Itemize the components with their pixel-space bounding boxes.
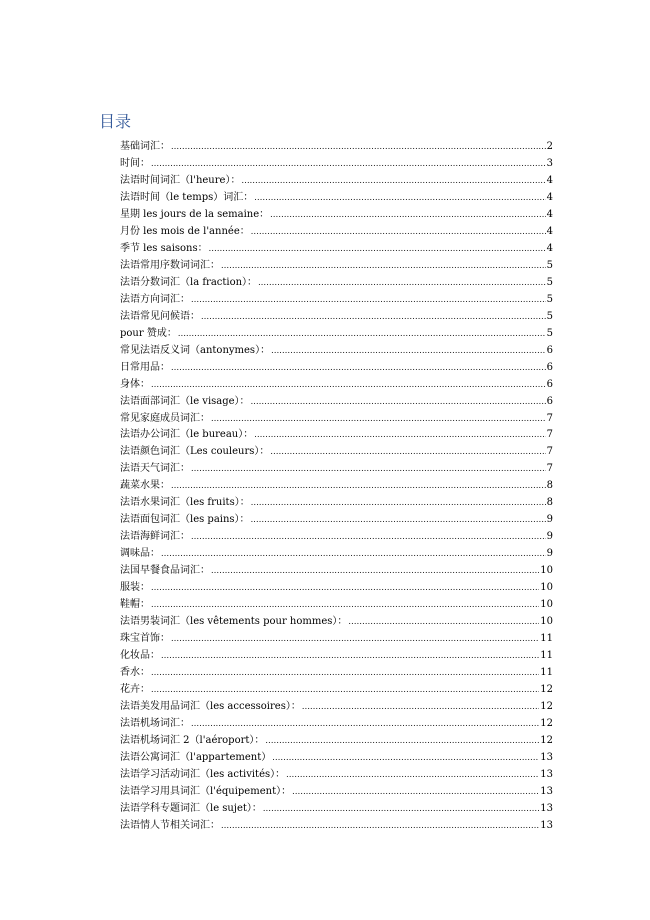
toc-entry[interactable] (120, 275, 553, 292)
toc-entry[interactable] (120, 444, 553, 461)
toc-page-number: 6 (546, 344, 553, 356)
toc-entry-title: 法语学习活动词汇（les activités）： (120, 768, 286, 780)
toc-entry[interactable] (120, 733, 553, 750)
toc-entry[interactable] (120, 394, 553, 411)
toc-page-number: 6 (546, 395, 553, 407)
toc-dot-leader (251, 512, 546, 528)
toc-entry[interactable] (120, 597, 553, 614)
toc-entry[interactable] (120, 427, 553, 444)
toc-dot-leader (151, 665, 539, 681)
toc-entry-title: 法语男装词汇（les vêtements pour hommes）： (120, 616, 348, 628)
toc-entry[interactable] (120, 139, 553, 156)
toc-page-number: 4 (546, 174, 553, 186)
toc-page-number: 4 (546, 191, 553, 203)
toc-dot-leader (191, 716, 539, 732)
toc-entry-title: 法语机场词汇： (120, 717, 190, 729)
toc-entry-title: 法语颜色词汇（Les couleurs）： (120, 446, 270, 458)
toc-page-number: 11 (540, 667, 553, 679)
toc-dot-leader (209, 241, 546, 257)
toc-page-number: 9 (546, 514, 553, 526)
toc-page-number: 4 (546, 225, 553, 237)
toc-entry-title: 服装： (120, 582, 150, 594)
toc-page-number: 5 (546, 327, 553, 339)
toc-page-number: 4 (546, 242, 553, 254)
toc-entry[interactable] (120, 818, 553, 835)
toc-dot-leader (201, 309, 546, 325)
toc-entry[interactable] (120, 224, 553, 241)
toc-page-number: 7 (546, 446, 553, 458)
toc-dot-leader (254, 427, 545, 443)
toc-dot-leader (302, 699, 539, 715)
toc-dot-leader (171, 631, 539, 647)
toc-dot-leader (270, 444, 545, 460)
toc-page-number: 5 (546, 276, 553, 288)
toc-dot-leader (151, 597, 539, 613)
toc-page-number: 13 (540, 768, 553, 780)
toc-page-number: 11 (540, 633, 553, 645)
toc-entry-title: 法语天气词汇： (120, 463, 190, 475)
toc-dot-leader (211, 563, 539, 579)
toc-page-number: 8 (546, 480, 553, 492)
toc-page-number: 12 (540, 700, 553, 712)
toc-entry[interactable] (120, 241, 553, 258)
toc-entry-title: 法语公寓词汇（l'appartement） (120, 751, 272, 763)
toc-dot-leader (221, 258, 546, 274)
toc-entry-title: 法语情人节相关词汇： (120, 819, 220, 831)
toc-entry-title: 香水： (120, 667, 150, 679)
toc-dot-leader (171, 139, 546, 155)
toc-page-number: 7 (546, 412, 553, 424)
toc-dot-leader (286, 767, 539, 783)
toc-dot-leader (151, 156, 546, 172)
toc-entry[interactable] (120, 631, 553, 648)
toc-entry-title: 身体： (120, 378, 150, 390)
toc-entry[interactable] (120, 258, 553, 275)
toc-page-number: 7 (546, 429, 553, 441)
toc-dot-leader (292, 784, 539, 800)
toc-entry[interactable] (120, 665, 553, 682)
toc-dot-leader (211, 411, 546, 427)
toc-page-number: 5 (546, 259, 553, 271)
toc-dot-leader (270, 207, 545, 223)
toc-dot-leader (272, 750, 539, 766)
toc-dot-leader (241, 173, 545, 189)
toc-entry-title: pour 赞成： (120, 327, 177, 339)
toc-entry-title: 日常用品： (120, 361, 170, 373)
toc-page-number: 7 (546, 463, 553, 475)
toc-entry[interactable] (120, 699, 553, 716)
toc-entry[interactable] (120, 784, 553, 801)
toc-entry[interactable] (120, 495, 553, 512)
toc-entry[interactable] (120, 326, 553, 343)
toc-page-number: 5 (546, 310, 553, 322)
toc-dot-leader (171, 478, 546, 494)
toc-entry[interactable] (120, 529, 553, 546)
toc-entry-title: 法国早餐食品词汇： (120, 565, 210, 577)
toc-dot-leader (171, 360, 546, 376)
toc-entry-title: 季节 les saisons： (120, 242, 208, 254)
toc-entry-title: 法语办公词汇（le bureau）： (120, 429, 254, 441)
toc-entry-title: 鞋帽： (120, 599, 150, 611)
toc-entry-title: 法语常见问候语： (120, 310, 200, 322)
toc-entry-title: 月份 les mois de l'année： (120, 225, 250, 237)
toc-dot-leader (263, 801, 539, 817)
toc-page-number: 13 (540, 819, 553, 831)
toc-entry[interactable] (120, 478, 553, 495)
toc-dot-leader (161, 546, 546, 562)
toc-entry-title: 法语面包词汇（les pains）： (120, 514, 250, 526)
toc-entry[interactable] (120, 801, 553, 818)
toc-entry[interactable] (120, 377, 553, 394)
toc-page-number: 6 (546, 378, 553, 390)
toc-list (120, 139, 553, 835)
toc-page-number: 10 (540, 599, 553, 611)
toc-entry[interactable] (120, 190, 553, 207)
toc-entry[interactable] (120, 411, 553, 428)
toc-dot-leader (348, 614, 539, 630)
toc-dot-leader (254, 190, 545, 206)
toc-dot-leader (251, 224, 546, 240)
toc-entry[interactable] (120, 461, 553, 478)
toc-dot-leader (151, 377, 546, 393)
toc-entry-title: 星期 les jours de la semaine： (120, 208, 270, 220)
toc-entry-title: 法语美发用品词汇（les accessoires）： (120, 700, 301, 712)
toc-entry[interactable] (120, 309, 553, 326)
toc-page-number: 10 (540, 616, 553, 628)
toc-entry[interactable] (120, 648, 553, 665)
toc-entry[interactable] (120, 173, 553, 190)
toc-entry[interactable] (120, 614, 553, 631)
toc-page-number: 12 (540, 684, 553, 695)
toc-page-number: 2 (546, 141, 553, 152)
toc-page-number: 10 (540, 582, 553, 594)
toc-page-number: 11 (540, 650, 553, 662)
toc-entry[interactable] (120, 512, 553, 529)
toc-entry-title: 法语时间（le temps）词汇： (120, 191, 254, 203)
toc-page-number: 13 (540, 785, 553, 797)
toc-page-number: 3 (546, 157, 553, 169)
toc-entry-title: 法语时间词汇（l'heure）： (120, 174, 241, 186)
toc-page-number: 10 (540, 565, 553, 577)
toc-page-number: 13 (540, 751, 553, 763)
toc-dot-leader (151, 682, 539, 698)
toc-dot-leader (178, 326, 546, 342)
toc-entry-title: 法语学科专题词汇（le sujet）： (120, 802, 262, 814)
toc-dot-leader (271, 343, 546, 359)
toc-page-number: 12 (540, 717, 553, 729)
toc-page-number: 8 (546, 497, 553, 509)
toc-entry-title: 常见法语反义词（antonymes）： (120, 344, 271, 356)
toc-entry-title: 法语海鲜词汇： (120, 531, 190, 543)
toc-entry[interactable] (120, 563, 553, 580)
toc-entry-title: 法语学习用具词汇（l'équipement）： (120, 785, 292, 797)
toc-dot-leader (161, 648, 539, 664)
toc-dot-leader (221, 818, 539, 834)
toc-entry[interactable] (120, 292, 553, 309)
toc-entry-title: 花卉： (120, 684, 150, 695)
toc-dot-leader (265, 733, 539, 749)
toc-entry[interactable] (120, 750, 553, 767)
toc-dot-leader (191, 461, 546, 477)
toc-entry[interactable] (120, 546, 553, 563)
toc-entry-title: 法语方向词汇： (120, 293, 190, 305)
toc-dot-leader (251, 394, 546, 410)
toc-entry-title: 化妆品： (120, 650, 160, 662)
toc-entry-title: 法语面部词汇（le visage）： (120, 395, 250, 407)
toc-page-number: 9 (546, 531, 553, 543)
toc-page-number: 5 (546, 293, 553, 305)
toc-entry[interactable] (120, 767, 553, 784)
toc-entry-title: 调味品： (120, 548, 160, 560)
toc-entry-title: 珠宝首饰： (120, 633, 170, 645)
toc-dot-leader (191, 292, 546, 308)
toc-entry-title: 时间： (120, 157, 150, 169)
toc-entry[interactable] (120, 580, 553, 597)
toc-page-number: 12 (540, 734, 553, 746)
toc-dot-leader (258, 275, 546, 291)
toc-page-number: 13 (540, 802, 553, 814)
toc-entry-title: 基础词汇： (120, 141, 170, 152)
toc-entry-title: 常见家庭成员词汇： (120, 412, 210, 424)
toc-entry-title: 法语分数词汇（la fraction）： (120, 276, 258, 288)
toc-entry-title: 法语水果词汇（les fruits）： (120, 497, 250, 509)
toc-entry-title: 法语机场词汇 2（l'aéroport）： (120, 734, 265, 746)
toc-entry[interactable] (120, 156, 553, 173)
toc-entry-title: 蔬菜水果： (120, 480, 170, 492)
toc-page-number: 6 (546, 361, 553, 373)
toc-dot-leader (191, 529, 546, 545)
toc-dot-leader (251, 495, 546, 511)
toc-page-number: 9 (546, 548, 553, 560)
toc-entry-title: 法语常用序数词词汇： (120, 259, 220, 271)
toc-entry[interactable] (120, 343, 553, 360)
toc-entry[interactable] (120, 716, 553, 733)
toc-dot-leader (151, 580, 539, 596)
toc-entry[interactable] (120, 207, 553, 224)
toc-entry[interactable] (120, 360, 553, 377)
toc-entry[interactable] (120, 682, 553, 699)
toc-heading: 目录 (99, 112, 132, 131)
toc-page-number: 4 (546, 208, 553, 220)
